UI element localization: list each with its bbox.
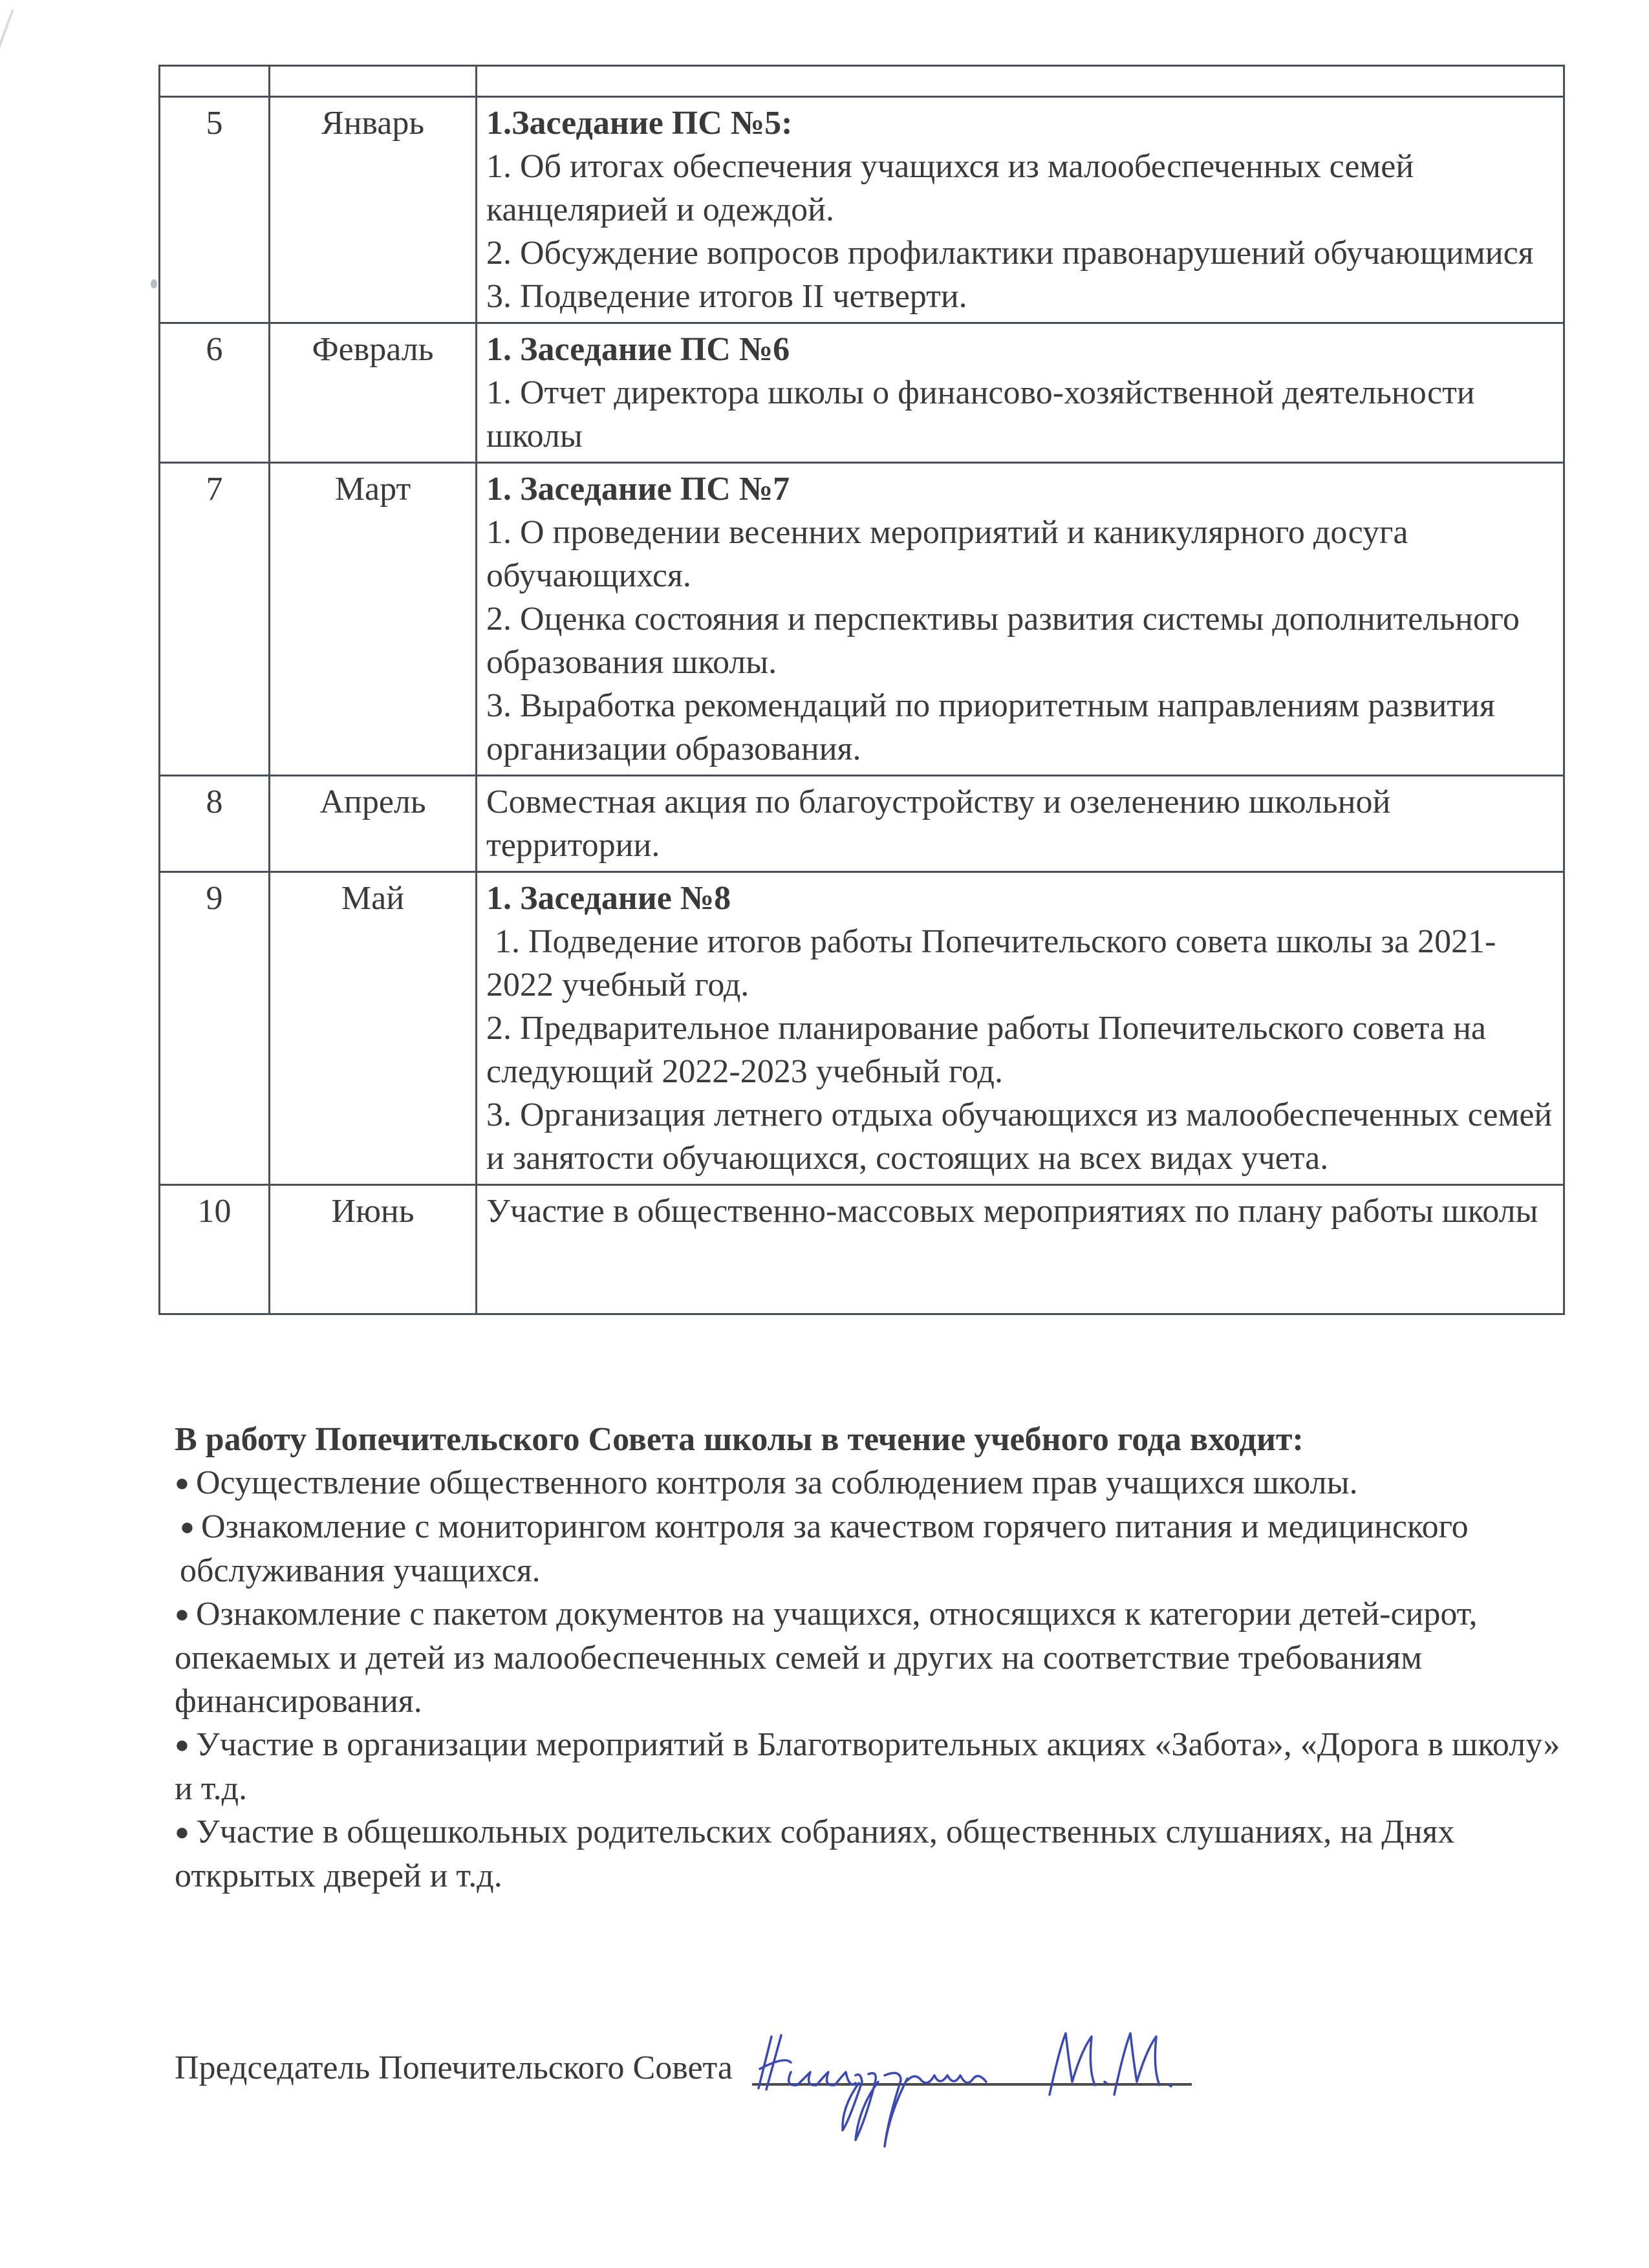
row-content — [477, 776, 1564, 872]
signature-label: Председатель Попечительского Совета — [175, 2049, 733, 2086]
agenda-item: 2. Предварительное планирование работы Попечительского совета на следующий 2022-2023 учебный год. — [486, 1010, 1487, 1090]
bullet-icon: ● — [175, 1470, 189, 1497]
table-row — [160, 463, 1564, 776]
row-month: Январь — [270, 97, 477, 323]
row-month: Февраль — [270, 323, 477, 463]
row-number: 7 — [160, 463, 270, 776]
agenda-item: 1. О проведении весенних мероприятий и каникулярного досуга обучающихся. — [486, 514, 1408, 594]
responsibility-item — [175, 1810, 1571, 1898]
row-number: 8 — [160, 776, 270, 872]
scan-speck-artifact — [151, 279, 157, 288]
table-header-row — [160, 66, 1564, 97]
bullet-icon: ● — [180, 1514, 195, 1541]
handwritten-signature-icon — [746, 2011, 1237, 2153]
responsibilities-heading: В работу Попечительского Совета школы в течение учебного года входит: — [175, 1421, 1304, 1458]
meeting-title: 1. Заседание ПС №7 — [486, 471, 790, 508]
agenda-item: 1. Об итогах обеспечения учащихся из малообеспеченных семей канцелярией и одеждой. — [486, 148, 1414, 228]
agenda-item: 1. Отчет директора школы о финансово-хозяйственной деятельности школы — [486, 374, 1475, 455]
meeting-title: 1. Заседание ПС №6 — [486, 331, 790, 368]
agenda-item: Участие в общественно-массовых мероприятиях по плану работы школы — [486, 1193, 1538, 1230]
plan-table — [158, 65, 1565, 1315]
header-cell-month — [270, 66, 477, 97]
agenda-item: 3. Выработка рекомендаций по приоритетным направлениям развития организации образования. — [486, 687, 1495, 767]
table-row — [160, 776, 1564, 872]
row-month: Июнь — [270, 1185, 477, 1314]
agenda-item: 3. Организация летнего отдыха обучающихся из малообеспеченных семей и занятости обучающихся, состоящих на всех видах учета. — [486, 1097, 1553, 1177]
bullet-icon: ● — [175, 1819, 189, 1846]
table-row — [160, 323, 1564, 463]
agenda-item: 2. Оценка состояния и перспективы развития системы дополнительного образования школы. — [486, 601, 1520, 681]
row-content — [477, 463, 1564, 776]
responsibility-text: Осуществление общественного контроля за соблюдением прав учащихся школы. — [195, 1464, 1358, 1501]
meeting-title: 1.Заседание ПС №5: — [486, 105, 793, 142]
row-content — [477, 1185, 1564, 1314]
signature-block — [175, 2046, 1244, 2090]
row-number: 5 — [160, 97, 270, 323]
agenda-item: 3. Подведение итогов II четверти. — [486, 278, 967, 315]
agenda-item: 2. Обсуждение вопросов профилактики правонарушений обучающимися — [486, 235, 1534, 272]
responsibility-text: Ознакомление с пакетом документов на учащихся, относящихся к категории детей-сирот, опекаемых и детей из малообеспеченных семей и других на соответствие требованиям финансирования. — [175, 1596, 1478, 1720]
responsibility-item — [175, 1723, 1571, 1810]
row-month: Апрель — [270, 776, 477, 872]
table-row — [160, 97, 1564, 323]
row-month: Май — [270, 872, 477, 1185]
responsibility-item — [175, 1592, 1571, 1723]
meeting-title: 1. Заседание №8 — [486, 880, 731, 917]
scan-crease-artifact — [0, 9, 14, 295]
row-content — [477, 97, 1564, 323]
bullet-icon: ● — [175, 1601, 189, 1628]
responsibility-text: Ознакомление с мониторингом контроля за качеством горячего питания и медицинского обслуживания учащихся. — [180, 1508, 1469, 1589]
row-number: 9 — [160, 872, 270, 1185]
row-number: 10 — [160, 1185, 270, 1314]
signature-field — [752, 2046, 1244, 2090]
row-month: Март — [270, 463, 477, 776]
responsibility-item — [175, 1505, 1571, 1592]
row-content — [477, 323, 1564, 463]
agenda-item: Совместная акция по благоустройству и озеленению школьной территории. — [486, 784, 1391, 864]
responsibility-text: Участие в организации мероприятий в Благотворительных акциях «Забота», «Дорога в школу» и т.д. — [175, 1726, 1560, 1807]
responsibility-text: Участие в общешкольных родительских собраниях, общественных слушаниях, на Днях открытых дверей и т.д. — [175, 1813, 1455, 1894]
table-row — [160, 872, 1564, 1185]
table-row — [160, 1185, 1564, 1314]
bullet-icon: ● — [175, 1731, 189, 1759]
agenda-item: 1. Подведение итогов работы Попечительского совета школы за 2021-2022 учебный год. — [486, 923, 1496, 1003]
header-cell-num — [160, 66, 270, 97]
header-cell-content — [477, 66, 1564, 97]
responsibilities-section — [175, 1418, 1571, 1898]
row-content — [477, 872, 1564, 1185]
row-number: 6 — [160, 323, 270, 463]
responsibility-item — [175, 1461, 1571, 1505]
